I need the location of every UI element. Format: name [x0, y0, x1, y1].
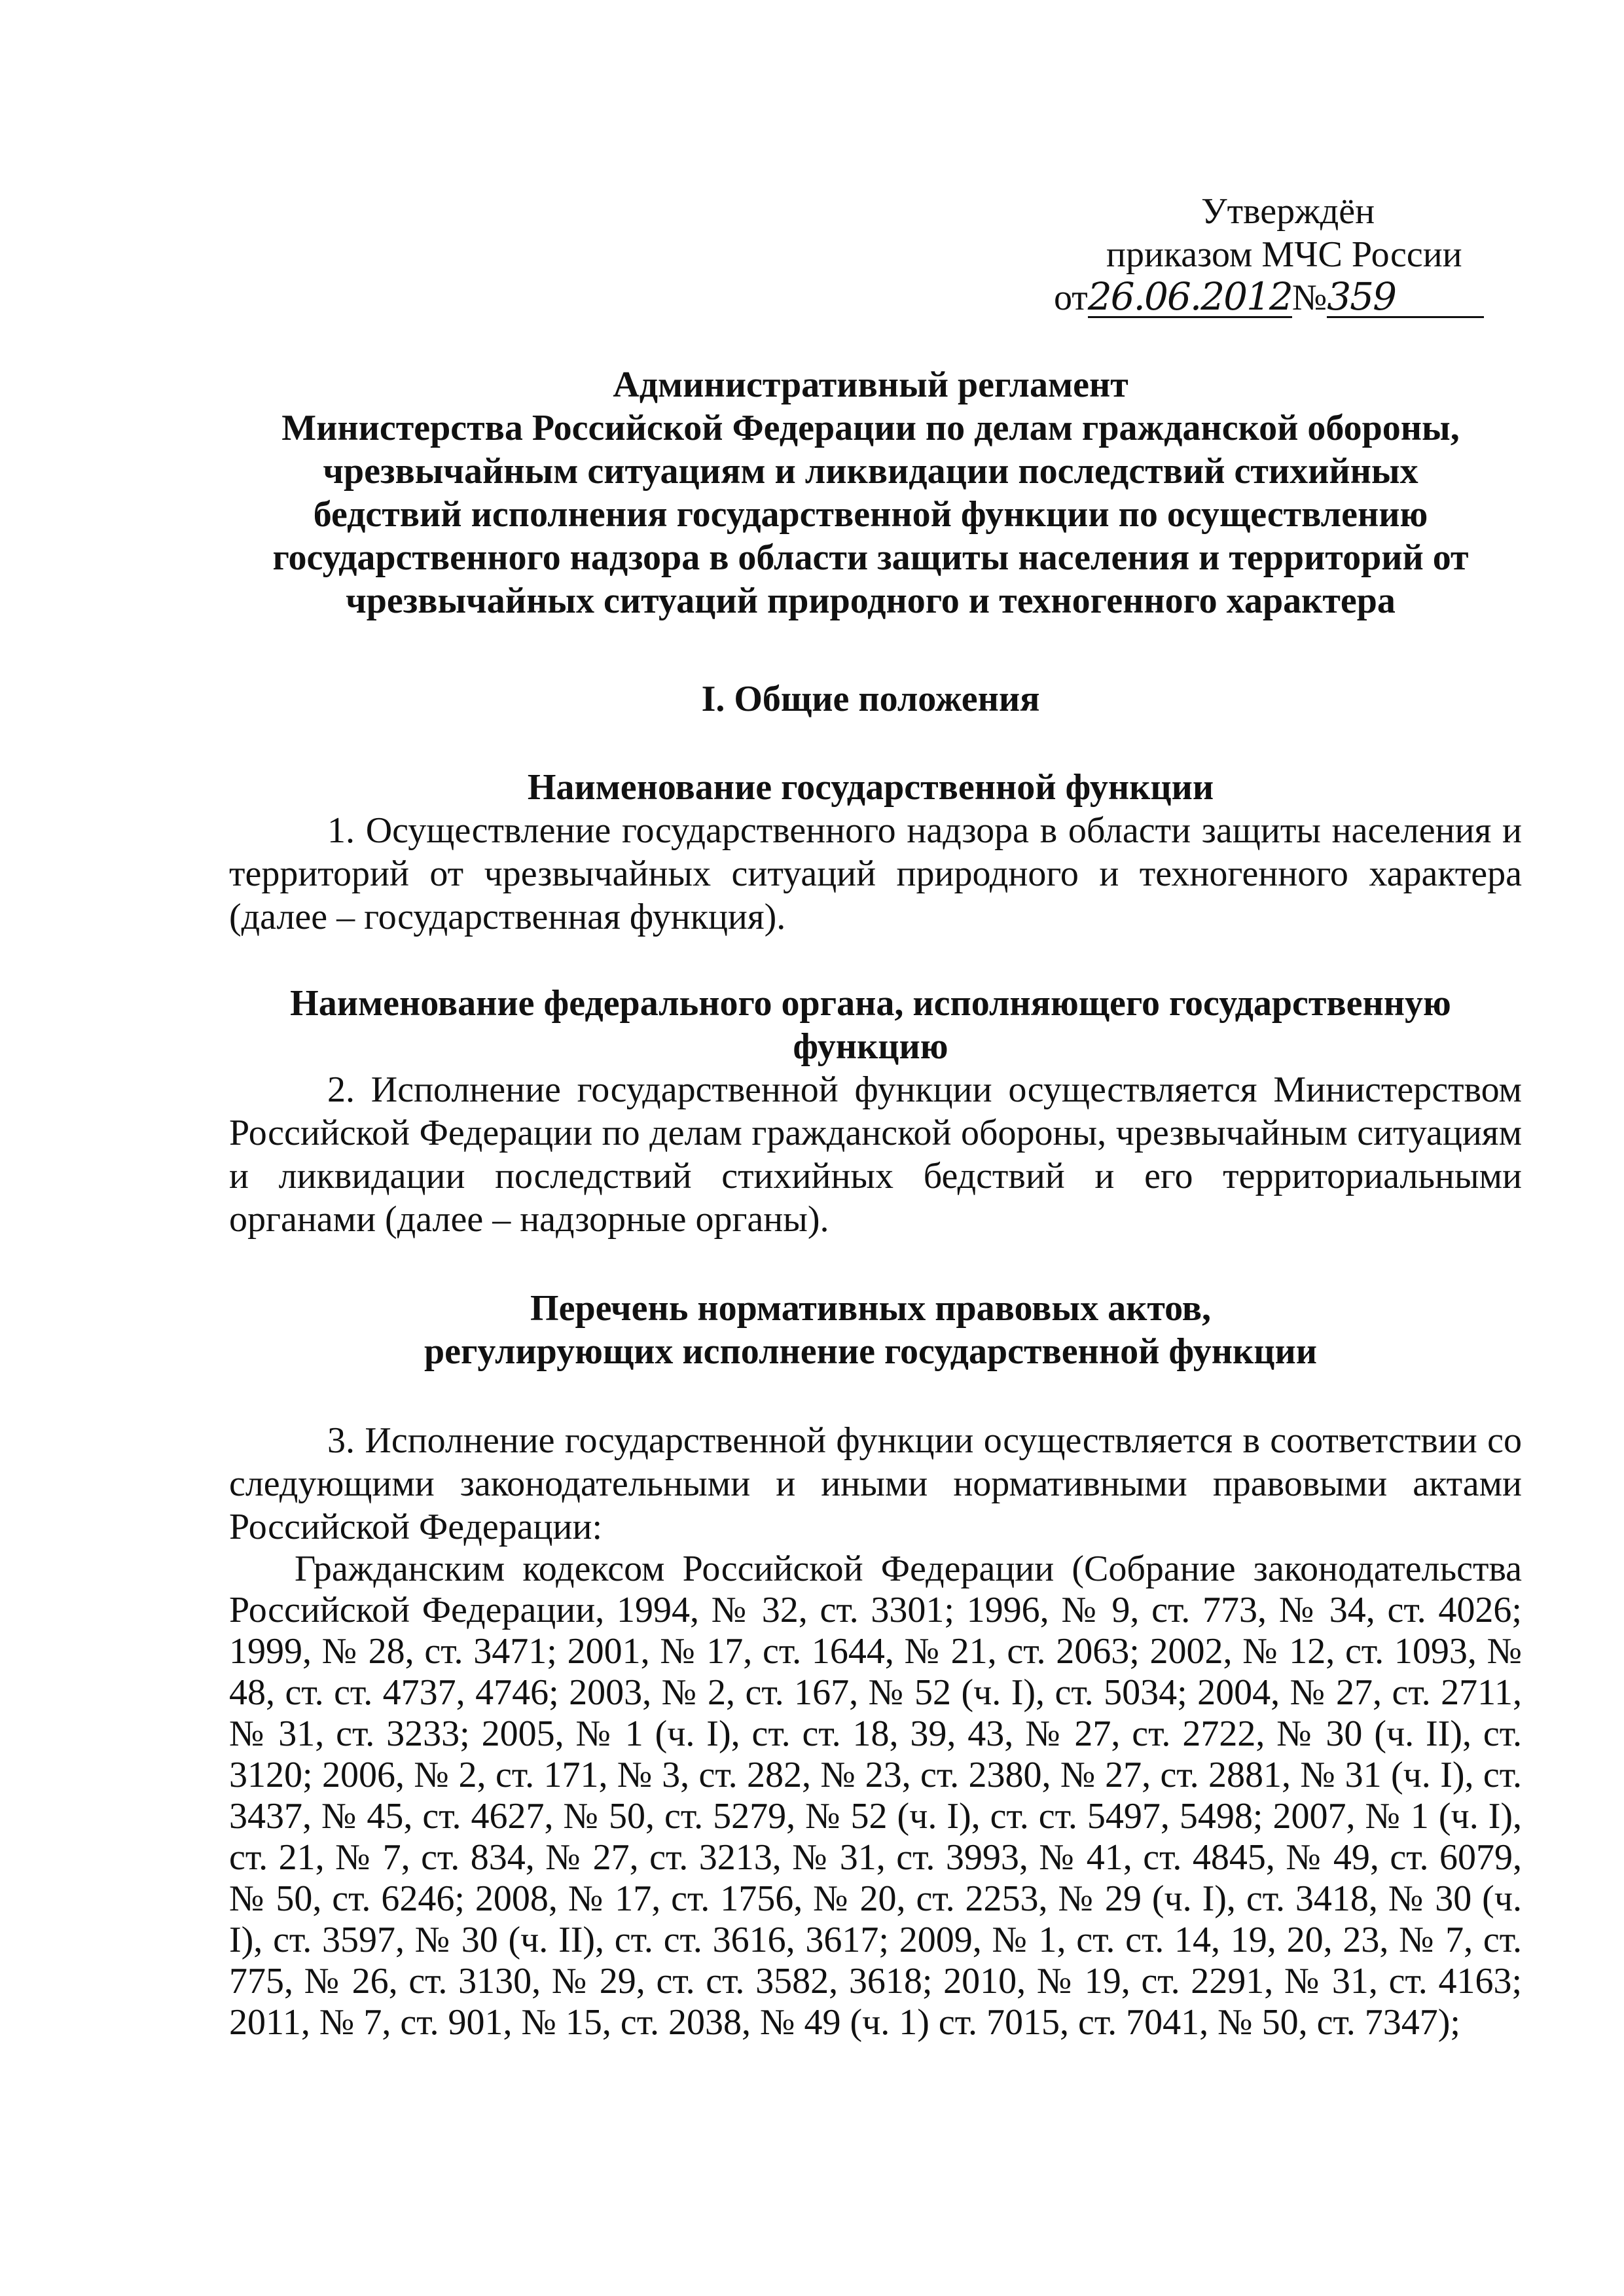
title-line-6: чрезвычайных ситуаций природного и техногенного характера	[346, 581, 1396, 621]
approval-order-label: приказом МЧС России	[1106, 234, 1462, 275]
approval-number-sign: №	[1291, 278, 1327, 318]
paragraph-3: 3. Исполнение государственной функции осуществляется в соответствии со следующими законодательными и иными нормативными правовыми актами Российской Федерации:	[229, 1420, 1522, 1547]
paragraph-1: 1. Осуществление государственного надзора в области защиты населения и территорий от чрезвычайных ситуаций природного и техногенного характера (далее – государственная функция).	[229, 810, 1522, 937]
subsection-organ-heading	[223, 982, 1519, 1068]
approval-date-number-line	[1054, 276, 1564, 319]
subsection-name-heading: Наименование государственной функции	[527, 767, 1214, 808]
title-line-1: Административный регламент	[613, 365, 1128, 405]
approval-approved-label: Утверждён	[1201, 191, 1375, 232]
title-line-5: государственного надзора в области защиты населения и территорий от	[272, 537, 1469, 578]
subsection-organ-heading-line-2: функцию	[793, 1026, 948, 1067]
subsection-acts-heading-line-2: регулирующих исполнение государственной функции	[424, 1331, 1318, 1372]
approval-handwritten-number: 359	[1327, 277, 1484, 318]
approval-handwritten-date: 26.06.2012	[1087, 274, 1292, 319]
approval-from-label: от	[1054, 278, 1088, 318]
paragraph-2: 2. Исполнение государственной функции осуществляется Министерством Российской Федерации по делам гражданской обороны, чрезвычайным ситуациям и ликвидации последствий стихийных бедствий и его территориальными органами (далее – надзорные органы).	[229, 1069, 1522, 1240]
title-line-4: бедствий исполнения государственной функции по осуществлению	[313, 494, 1428, 535]
title-line-3: чрезвычайным ситуациям и ликвидации последствий стихийных	[323, 451, 1418, 492]
subsection-acts-heading-line-1: Перечень нормативных правовых актов,	[530, 1288, 1211, 1329]
paragraph-civil-code: Гражданским кодексом Российской Федерации (Собрание законодательства Российской Федерации, 1994, № 32, ст. 3301; 1996, № 9, ст. 773, № 34, ст. 4026; 1999, № 28, ст. 3471; 2001, № 17, ст. 1644, № 21, ст. 2063; 2002, № 12, ст. 1093, № 48, ст. ст. 4737, 4746; 2003, № 2, ст. 167, № 52 (ч. I), ст. 5034; 2004, № 27, ст. 2711, № 31, ст. 3233; 2005, № 1 (ч. I), ст. ст. 18, 39, 43, № 27, ст. 2722, № 30 (ч. II), ст. 3120; 2006, № 2, ст. 171, № 3, ст. 282, № 23, ст. 2380, № 27, ст. 2881, № 31 (ч. I), ст. 3437, № 45, ст. 4627, № 50, ст. 5279, № 52 (ч. I), ст. ст. 5497, 5498; 2007, № 1 (ч. I), ст. 21, № 7, ст. 834, № 27, ст. 3213, № 31, ст. 3993, № 41, ст. 4845, № 49, ст. 6079, № 50, ст. 6246; 2008, № 17, ст. 1756, № 20, ст. 2253, № 29 (ч. I), ст. 3418, № 30 (ч. I), ст. 3597, № 30 (ч. II), ст. ст. 3616, 3617; 2009, № 1, ст. ст. 14, 19, 20, 23, № 7, ст. 775, № 26, ст. 3130, № 29, ст. ст. 3582, 3618; 2010, № 19, ст. 2291, № 31, ст. 4163; 2011, № 7, ст. 901, № 15, ст. 2038, № 49 (ч. 1) ст. 7015, ст. 7041, № 50, ст. 7347);	[229, 1549, 1522, 2043]
title-line-2: Министерства Российской Федерации по делам гражданской обороны,	[281, 408, 1460, 448]
document-title	[223, 363, 1519, 622]
subsection-acts-heading	[223, 1287, 1519, 1373]
subsection-organ-heading-line-1: Наименование федерального органа, исполняющего государственную	[290, 983, 1451, 1024]
section-1-heading: I. Общие положения	[701, 679, 1040, 719]
approval-block	[1054, 190, 1564, 319]
